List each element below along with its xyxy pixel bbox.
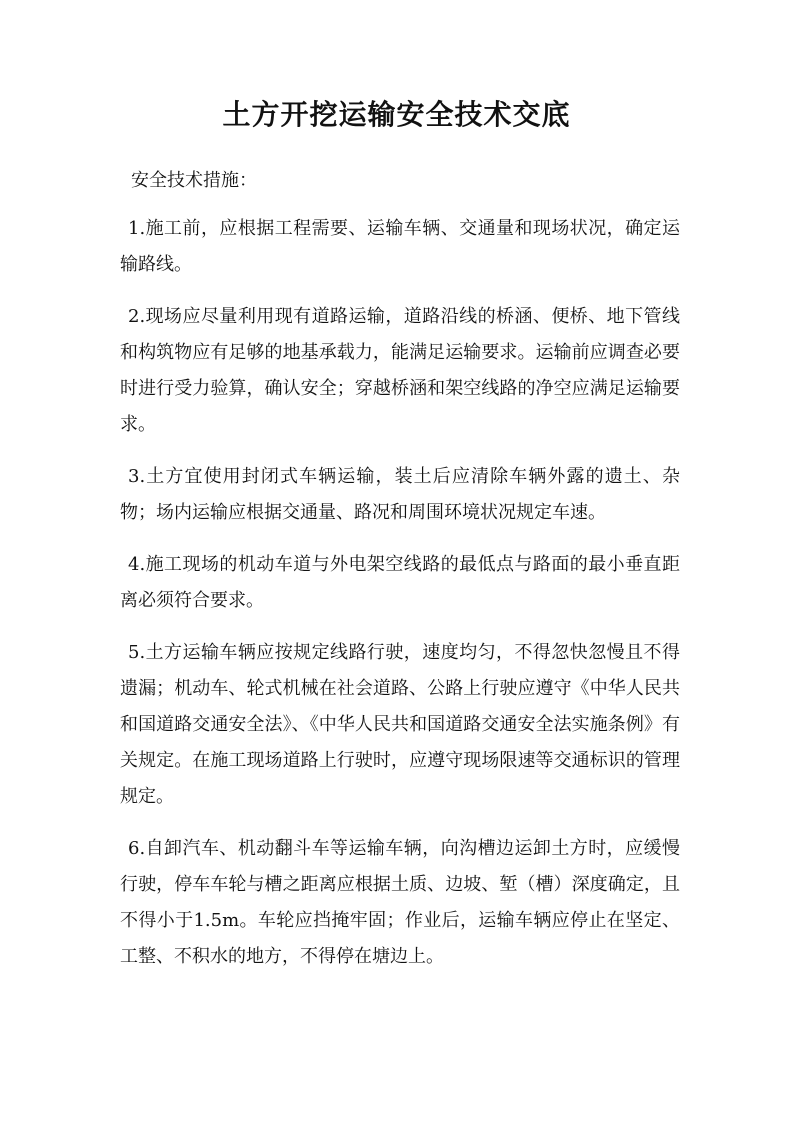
paragraph-3: 3.土方宜使用封闭式车辆运输，装土后应清除车辆外露的遗土、杂物；场内运输应根据交通量、路况和周围环境状况规定车速。 <box>120 466 680 523</box>
document-body <box>120 211 680 991</box>
section-heading: 安全技术措施： <box>131 170 257 191</box>
document-title: 土方开挖运输安全技术交底 <box>222 98 571 131</box>
paragraph-2: 2.现场应尽量利用现有道路运输，道路沿线的桥涵、便桥、地下管线和构筑物应有足够的地基承载力，能满足运输要求。运输前应调查必要时进行受力验算，确认安全；穿越桥涵和架空线路的净空应满足运输要求。 <box>120 306 680 435</box>
paragraph-6: 6.自卸汽车、机动翻斗车等运输车辆，向沟槽边运卸土方时，应缓慢行驶，停车车轮与槽之距离应根据土质、边坡、堑（槽）深度确定，且不得小于1.5m。车轮应挡掩牢固；作业后，运输车辆应停止在坚定、工整、不积水的地方，不得停在塘边上。 <box>120 838 680 967</box>
paragraph-1: 1.施工前，应根据工程需要、运输车辆、交通量和现场状况，确定运输路线。 <box>120 218 680 275</box>
paragraph-5: 5.土方运输车辆应按规定线路行驶，速度均匀，不得忽快忽慢且不得遗漏；机动车、轮式机械在社会道路、公路上行驶应遵守《中华人民共和国道路交通安全法》、《中华人民共和国道路交通安全法实施条例》有关规定。在施工现场道路上行驶时，应遵守现场限速等交通标识的管理规定。 <box>120 642 680 807</box>
paragraph-4: 4.施工现场的机动车道与外电架空线路的最低点与路面的最小垂直距离必须符合要求。 <box>120 554 680 611</box>
